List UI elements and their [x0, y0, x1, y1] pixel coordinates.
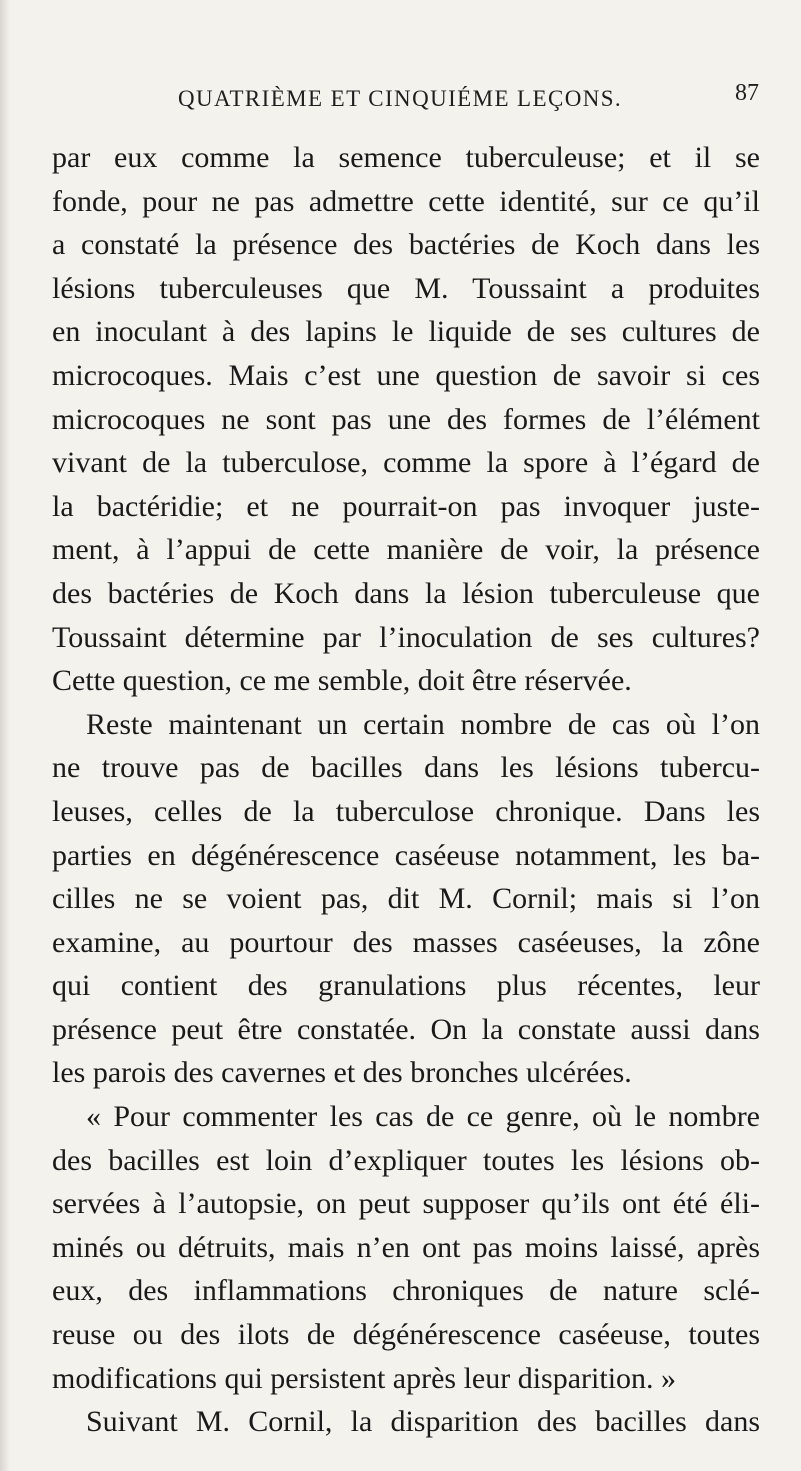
- text-line: vivant de la tuberculose, comme la spore à l’égard de: [52, 446, 760, 480]
- text-line: modifications qui persistent après leur disparition. »: [52, 1361, 677, 1395]
- text-line: leuses, celles de la tuberculose chronique. Dans les: [52, 794, 760, 828]
- text-line: parties en dégénérescence caséeuse notamment, les ba-: [52, 838, 760, 872]
- running-title: QUATRIÈME ET CINQUIÉME LEÇONS.: [178, 86, 623, 111]
- text-line: en inoculant à des lapins le liquide de ses cultures de: [52, 315, 760, 349]
- text-line: lésions tuberculeuses que M. Toussaint a produites: [52, 271, 760, 305]
- text-line: « Pour commenter les cas de ce genre, où le nombre: [86, 1100, 760, 1134]
- text-line: microcoques ne sont pas une des formes de l’élément: [52, 402, 760, 436]
- text-line: servées à l’autopsie, on peut supposer qu’ils ont été éli-: [52, 1187, 760, 1221]
- text-line: microcoques. Mais c’est une question de savoir si ces: [52, 358, 760, 392]
- text-line: fonde, pour ne pas admettre cette identité, sur ce qu’il: [52, 184, 760, 218]
- text-line: des bacilles est loin d’expliquer toutes les lésions ob-: [52, 1143, 760, 1177]
- text-line: eux, des inflammations chroniques de nature sclé-: [52, 1274, 760, 1308]
- text-line: ne trouve pas de bacilles dans les lésions tubercu-: [52, 751, 760, 785]
- page-number: 87: [735, 80, 759, 106]
- text-line: a constaté la présence des bactéries de Koch dans les: [52, 228, 760, 262]
- text-line: les parois des cavernes et des bronches ulcérées.: [52, 1056, 632, 1090]
- running-head: [0, 80, 801, 126]
- body-text: [52, 136, 760, 1444]
- text-line: reuse ou des ilots de dégénérescence caséeuse, toutes: [52, 1318, 760, 1352]
- text-line: qui contient des granulations plus récentes, leur: [52, 969, 760, 1003]
- text-line: Reste maintenant un certain nombre de cas où l’on: [86, 707, 760, 741]
- text-line: Toussaint détermine par l’inoculation de ses cultures?: [52, 620, 760, 654]
- text-line: cilles ne se voient pas, dit M. Cornil; mais si l’on: [52, 882, 760, 916]
- text-line: minés ou détruits, mais n’en ont pas moins laissé, après: [52, 1230, 760, 1264]
- text-line: la bactéridie; et ne pourrait-on pas invoquer juste-: [52, 489, 760, 523]
- text-line: Suivant M. Cornil, la disparition des bacilles dans: [86, 1405, 760, 1439]
- page-edge-shadow: [0, 0, 10, 1471]
- text-line: par eux comme la semence tuberculeuse; et il se: [52, 141, 760, 174]
- text-line: Cette question, ce me semble, doit être réservée.: [52, 664, 632, 698]
- text-line: présence peut être constatée. On la constate aussi dans: [52, 1012, 760, 1046]
- text-line: examine, au pourtour des masses caséeuses, la zône: [52, 925, 760, 959]
- text-line: des bactéries de Koch dans la lésion tuberculeuse que: [52, 576, 760, 610]
- text-line: ment, à l’appui de cette manière de voir, la présence: [52, 533, 760, 567]
